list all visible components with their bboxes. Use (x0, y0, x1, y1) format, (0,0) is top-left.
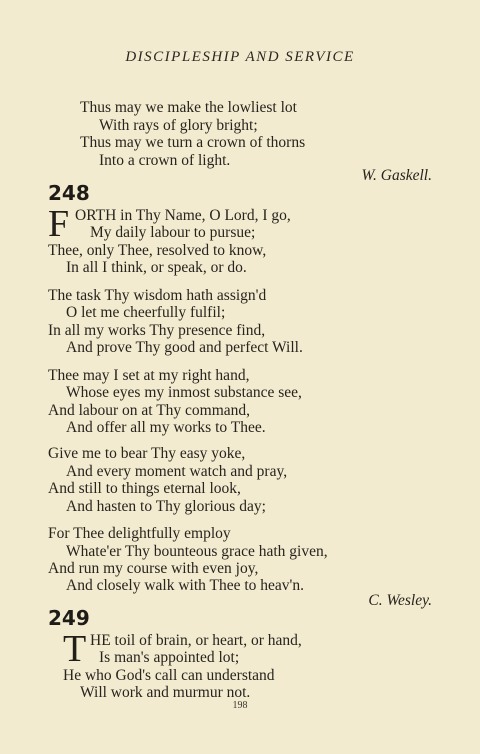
verse-line: In all my works Thy presence find, (48, 322, 266, 339)
section-header: DISCIPLESHIP AND SERVICE (125, 49, 355, 65)
verse-line: And prove Thy good and perfect Will. (66, 339, 303, 356)
author-attribution: W. Gaskell. (361, 167, 432, 184)
verse-line: My daily labour to pursue; (90, 224, 256, 241)
verse-line: Thee may I set at my right hand, (48, 367, 250, 384)
drop-cap: T (63, 628, 87, 670)
verse-line: He who God's call can understand (63, 667, 275, 684)
verse-line: And still to things eternal look, (48, 480, 241, 497)
verse-line: The task Thy wisdom hath assign'd (48, 287, 267, 304)
verse-line: Is man's appointed lot; (99, 649, 240, 666)
verse-line: And hasten to Thy glorious day; (66, 498, 266, 515)
verse-line: And every moment watch and pray, (66, 463, 288, 480)
verse-line: Thee, only Thee, resolved to know, (48, 242, 267, 259)
verse-line: And run my course with even joy, (48, 560, 259, 577)
verse-line: Will work and murmur not. (80, 684, 251, 701)
author-attribution: C. Wesley. (368, 592, 432, 609)
page-number: 198 (232, 700, 248, 711)
verse-line: And offer all my works to Thee. (66, 419, 266, 436)
verse-line: In all I think, or speak, or do. (66, 259, 247, 276)
drop-cap: F (48, 203, 70, 245)
verse-line: Whose eyes my inmost substance see, (66, 384, 302, 401)
hymn-number: 248 (48, 181, 90, 205)
verse-line: Thus may we turn a crown of thorns (80, 134, 306, 151)
hymn-number: 249 (48, 606, 90, 630)
verse-line: For Thee delightfully employ (48, 525, 231, 542)
verse-line: Into a crown of light. (99, 152, 231, 169)
verse-first-line: ORTH in Thy Name, O Lord, I go, (75, 207, 291, 224)
verse-first-line: HE toil of brain, or heart, or hand, (90, 632, 302, 649)
verse-line: O let me cheerfully fulfil; (66, 304, 226, 321)
verse-line: Give me to bear Thy easy yoke, (48, 445, 246, 462)
verse-line: Whate'er Thy bounteous grace hath given, (66, 543, 328, 560)
verse-line: And closely walk with Thee to heav'n. (66, 577, 304, 594)
verse-line: Thus may we make the lowliest lot (80, 99, 297, 116)
verse-line: With rays of glory bright; (99, 117, 258, 134)
verse-line: And labour on at Thy command, (48, 402, 251, 419)
